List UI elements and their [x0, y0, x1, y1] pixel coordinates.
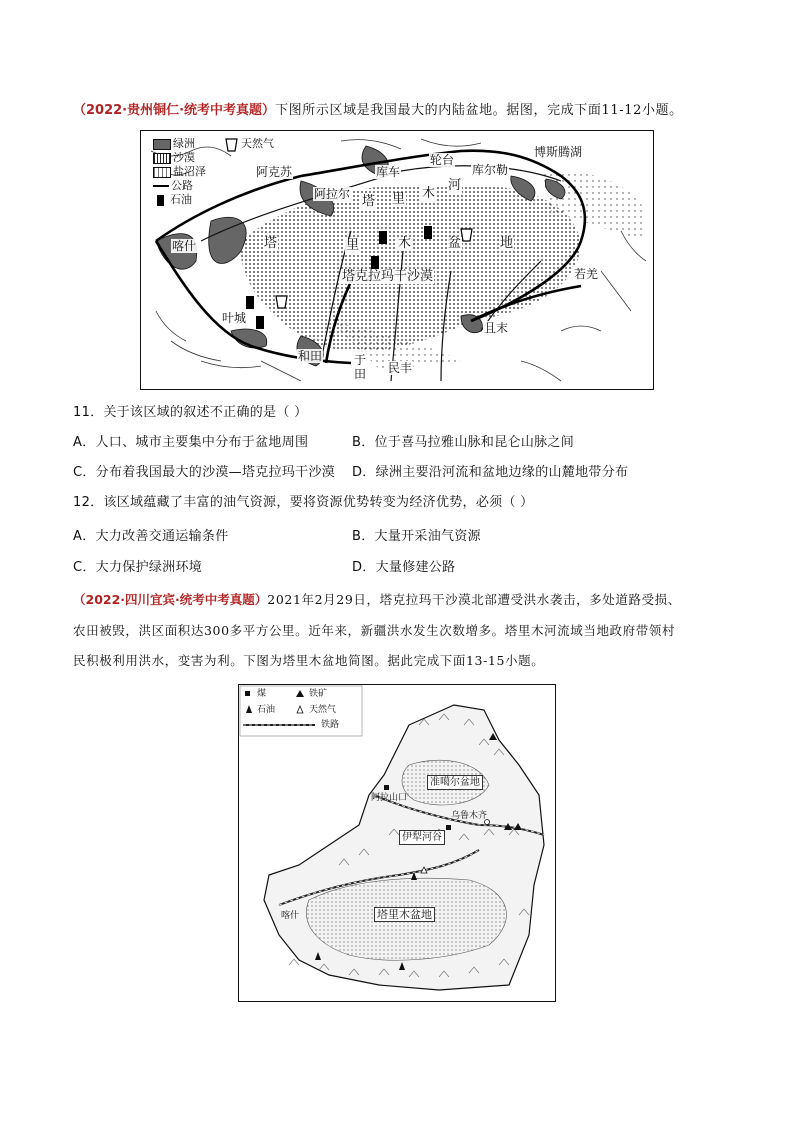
- legend-oil: 石油: [153, 193, 206, 207]
- label-aksu: 阿克苏: [256, 165, 293, 179]
- q12-option-c[interactable]: C．大力保护绿洲环境: [73, 560, 203, 575]
- q1-source: （2022·贵州铜仁·统考中考真题）: [73, 103, 276, 118]
- q2-intro-2: 农田被毁，洪区面积达300多平方公里。近年来，新疆洪水发生次数增多。塔里木河流域当地政府带领村: [73, 623, 676, 638]
- label-taklimakan: 塔克拉玛干沙漠: [342, 269, 434, 284]
- q2-intro-1: 2021年2月29日，塔克拉玛干沙漠北部遭受洪水袭击，多处道路受损、: [267, 592, 681, 607]
- label-junggar: 准噶尔盆地: [427, 775, 483, 790]
- label-ili: 伊犁河谷: [399, 830, 445, 845]
- q2-intro-line-1: [73, 591, 681, 609]
- label-basin-di: 地: [500, 236, 514, 251]
- legend-railway: 铁路: [321, 720, 340, 730]
- label-tarim: 塔里木盆地: [374, 907, 435, 922]
- desert-swatch: [153, 153, 171, 164]
- oil-icon: [157, 195, 164, 206]
- label-kashgar-2: 喀什: [281, 911, 300, 921]
- q11-option-c[interactable]: C．分布着我国最大的沙漠—塔克拉玛干沙漠: [73, 465, 336, 480]
- map2-tarim-sketch: [238, 684, 556, 1002]
- label-river-li: 里: [392, 192, 406, 207]
- label-qiemo: 且末: [484, 321, 509, 335]
- q12-option-a[interactable]: A．大力改善交通运输条件: [73, 529, 229, 544]
- label-river-mu: 木: [422, 186, 436, 201]
- label-yutian-2: 田: [354, 367, 367, 381]
- legend-coal: 煤: [257, 689, 267, 699]
- q11-option-b[interactable]: B．位于喜马拉雅山脉和昆仑山脉之间: [352, 435, 575, 450]
- legend-road: 公路: [153, 179, 206, 193]
- legend-desert: 沙漠: [153, 151, 206, 165]
- q12-option-b[interactable]: B．大量开采油气资源: [352, 529, 481, 544]
- label-basin-li: 里: [346, 238, 360, 253]
- legend-gas-2: 天然气: [309, 705, 337, 715]
- legend-salt-marsh: 盐沼泽: [153, 165, 206, 179]
- road-swatch: [153, 185, 169, 187]
- label-basin-mu: 木: [398, 236, 412, 251]
- label-kashgar: 喀什: [172, 239, 197, 253]
- label-river-ta: 塔: [362, 194, 376, 209]
- label-korla: 库尔勒: [472, 163, 509, 177]
- label-luntai: 轮台: [430, 153, 455, 167]
- label-alashankou: 阿拉山口: [371, 793, 408, 803]
- label-alar: 阿拉尔: [314, 187, 351, 201]
- label-yecheng: 叶城: [222, 311, 247, 325]
- label-ruoqiang: 若羌: [574, 267, 599, 281]
- q1-intro-line: [73, 102, 683, 120]
- label-river-he: 河: [448, 178, 462, 193]
- label-kuqa: 库车: [376, 165, 401, 179]
- label-yutian-1: 于: [354, 353, 367, 367]
- legend-iron: 铁矿: [309, 689, 328, 699]
- gas-label: 天然气: [241, 137, 274, 150]
- label-minfeng: 民丰: [388, 361, 413, 375]
- label-hotan: 和田: [298, 349, 323, 363]
- oasis-swatch: [153, 139, 171, 150]
- legend-oil-2: 石油: [257, 705, 276, 715]
- q12-option-d[interactable]: D．大量修建公路: [352, 560, 456, 575]
- map1-legend: [153, 137, 206, 207]
- q11-option-a[interactable]: A．人口、城市主要集中分布于盆地周围: [73, 435, 309, 450]
- q2-intro-3: 民积极利用洪水，变害为利。下图为塔里木盆地简图。据此完成下面13-15小题。: [73, 653, 545, 668]
- q12-stem: 12．该区域蕴藏了丰富的油气资源，要将资源优势转变为经济优势，必须（ ）: [73, 495, 534, 510]
- q2-source: （2022·四川宜宾·统考中考真题）: [73, 592, 268, 607]
- map1-tarim-basin: [140, 130, 654, 390]
- label-bosten: 博斯腾湖: [534, 145, 583, 159]
- label-basin-pen: 盆: [448, 236, 462, 251]
- label-basin-ta: 塔: [264, 236, 278, 251]
- legend-oasis: 绿洲: [153, 137, 206, 151]
- salt-marsh-swatch: [153, 167, 171, 178]
- label-urumqi: 乌鲁木齐: [451, 811, 488, 821]
- q11-stem: 11．关于该区域的叙述不正确的是（ ）: [73, 405, 308, 420]
- legend-gas: [241, 137, 274, 151]
- map2-graphic: [239, 685, 555, 1001]
- q1-intro: 下图所示区域是我国最大的内陆盆地。据图，完成下面11-12小题。: [275, 103, 683, 118]
- q11-option-d[interactable]: D．绿洲主要沿河流和盆地边缘的山麓地带分布: [352, 465, 629, 480]
